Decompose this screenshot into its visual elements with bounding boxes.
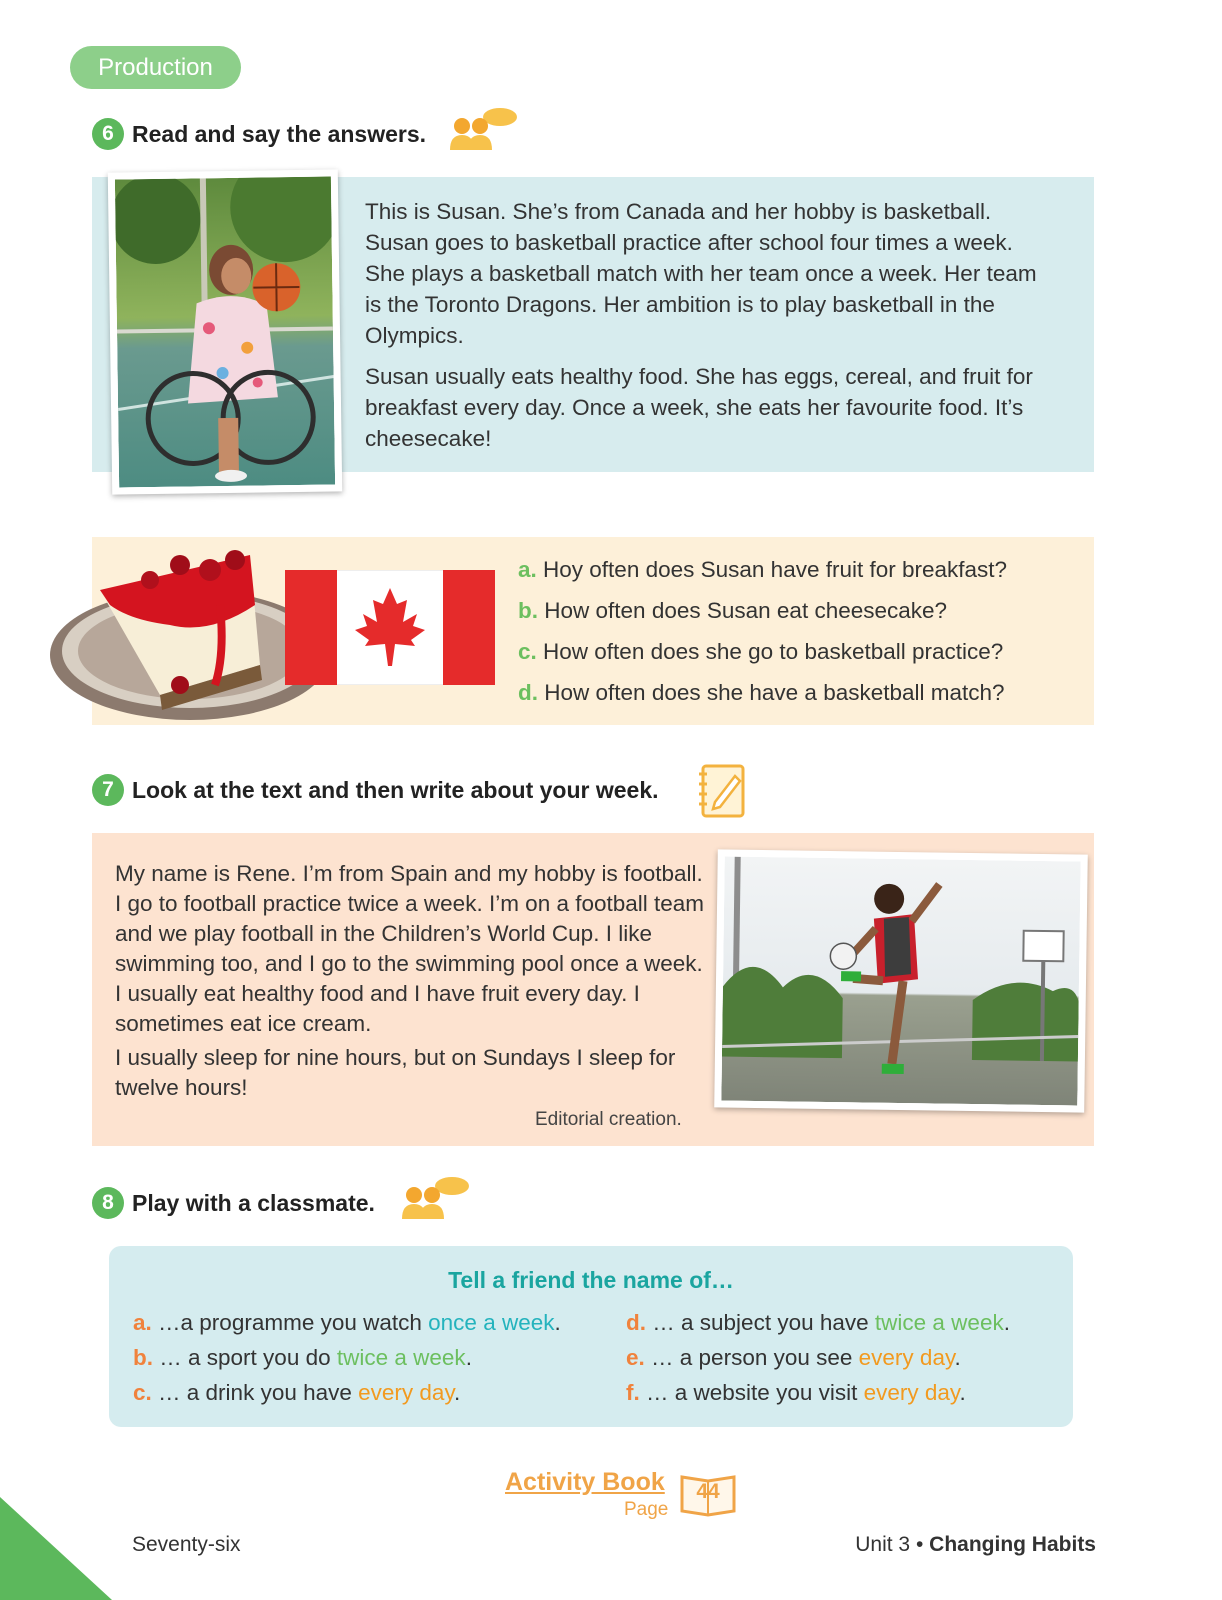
item-letter: d. xyxy=(626,1310,646,1335)
item-frequency: once a week xyxy=(428,1310,555,1335)
question-a xyxy=(518,557,1007,583)
item-letter: f. xyxy=(626,1380,640,1405)
item-text: …a programme you watch xyxy=(158,1310,429,1335)
pair-speaking-icon xyxy=(448,106,522,157)
item-text: … a drink you have xyxy=(158,1380,359,1405)
item-letter: c. xyxy=(133,1380,152,1405)
item-end: . xyxy=(465,1345,472,1370)
question-text: How often does Susan eat cheesecake? xyxy=(544,598,948,623)
football-photo xyxy=(714,849,1088,1112)
notebook-pencil-icon xyxy=(695,762,747,825)
item-frequency: every day xyxy=(358,1380,455,1405)
unit-title: Changing Habits xyxy=(929,1533,1096,1556)
item-text: … a website you visit xyxy=(646,1380,864,1405)
question-letter: d. xyxy=(518,680,538,705)
exercise-number: 8 xyxy=(92,1187,124,1219)
item-frequency: twice a week xyxy=(874,1310,1004,1335)
item-end: . xyxy=(959,1380,966,1405)
item-end: . xyxy=(954,1345,961,1370)
reading-paragraph-1: This is Susan. She’s from Canada and her hobby is basketball. Susan goes to basketball practice after school four times a week. She plays a basketball match with her team once a week. Her team is the Toronto Dragons. Her ambition is to play basketball in the Olympics. xyxy=(365,199,1037,348)
page-number: 76 xyxy=(78,1532,104,1558)
pair-speaking-icon xyxy=(400,1175,474,1226)
editorial-credit: Editorial creation. xyxy=(535,1109,682,1130)
basketball-photo xyxy=(108,169,342,494)
question-letter: b. xyxy=(518,598,538,623)
section-label: Production xyxy=(70,46,241,89)
unit-bullet: • xyxy=(915,1533,924,1556)
question-text: Hoy often does Susan have fruit for breakfast? xyxy=(543,557,1008,582)
exercise-number: 6 xyxy=(92,118,124,150)
item-frequency: twice a week xyxy=(336,1345,466,1370)
question-c xyxy=(518,639,1003,665)
unit-label xyxy=(855,1533,1096,1557)
unit-number: Unit 3 xyxy=(855,1533,911,1556)
game-item-e xyxy=(626,1345,961,1371)
item-end: . xyxy=(554,1310,561,1335)
item-letter: a. xyxy=(133,1310,152,1335)
exercise-title: Look at the text and then write about your week. xyxy=(132,777,659,803)
item-letter: b. xyxy=(133,1345,153,1370)
page-number-words: Seventy-six xyxy=(132,1533,241,1556)
question-d xyxy=(518,680,1005,706)
question-letter: c. xyxy=(518,639,537,664)
item-frequency: every day xyxy=(863,1380,960,1405)
item-frequency: every day xyxy=(858,1345,955,1370)
item-letter: e. xyxy=(626,1345,645,1370)
game-item-f xyxy=(626,1380,966,1406)
game-item-d xyxy=(626,1310,1010,1336)
question-text: How often does she have a basketball match? xyxy=(544,680,1005,705)
exercise-title: Play with a classmate. xyxy=(132,1190,375,1216)
activity-book-link[interactable]: Activity Book xyxy=(505,1468,665,1496)
item-text: … a subject you have xyxy=(652,1310,875,1335)
exercise-number: 7 xyxy=(92,774,124,806)
canada-flag-image xyxy=(285,570,495,690)
exercise-title: Read and say the answers. xyxy=(132,121,427,147)
game-title: Tell a friend the name of… xyxy=(448,1267,734,1293)
activity-book-page-number: 44 xyxy=(696,1480,720,1503)
model-paragraph-1: My name is Rene. I’m from Spain and my hobby is football. I go to football practice twice a week. I’m on a football team and we play football in the Children’s World Cup. I like swimming too, and I go to the swimming pool once a week. I usually eat healthy food and I have fruit every day. I sometimes eat ice cream. xyxy=(115,861,705,1036)
item-end: . xyxy=(454,1380,461,1405)
reading-paragraph-2: Susan usually eats healthy food. She has eggs, cereal, and fruit for breakfast every day. Once a week, she eats her favourite food. It’s cheesecake! xyxy=(365,364,1033,451)
question-text: How often does she go to basketball practice? xyxy=(543,639,1004,664)
activity-book-page-label: Page xyxy=(624,1499,669,1520)
game-item-c xyxy=(133,1380,460,1406)
item-text: … a sport you do xyxy=(159,1345,337,1370)
open-book-icon xyxy=(678,1471,738,1517)
question-letter: a. xyxy=(518,557,537,582)
item-text: … a person you see xyxy=(651,1345,859,1370)
game-item-a xyxy=(133,1310,561,1336)
question-b xyxy=(518,598,947,624)
model-paragraph-2: I usually sleep for nine hours, but on Sundays I sleep for twelve hours! xyxy=(115,1045,676,1100)
game-item-b xyxy=(133,1345,472,1371)
item-end: . xyxy=(1003,1310,1010,1335)
